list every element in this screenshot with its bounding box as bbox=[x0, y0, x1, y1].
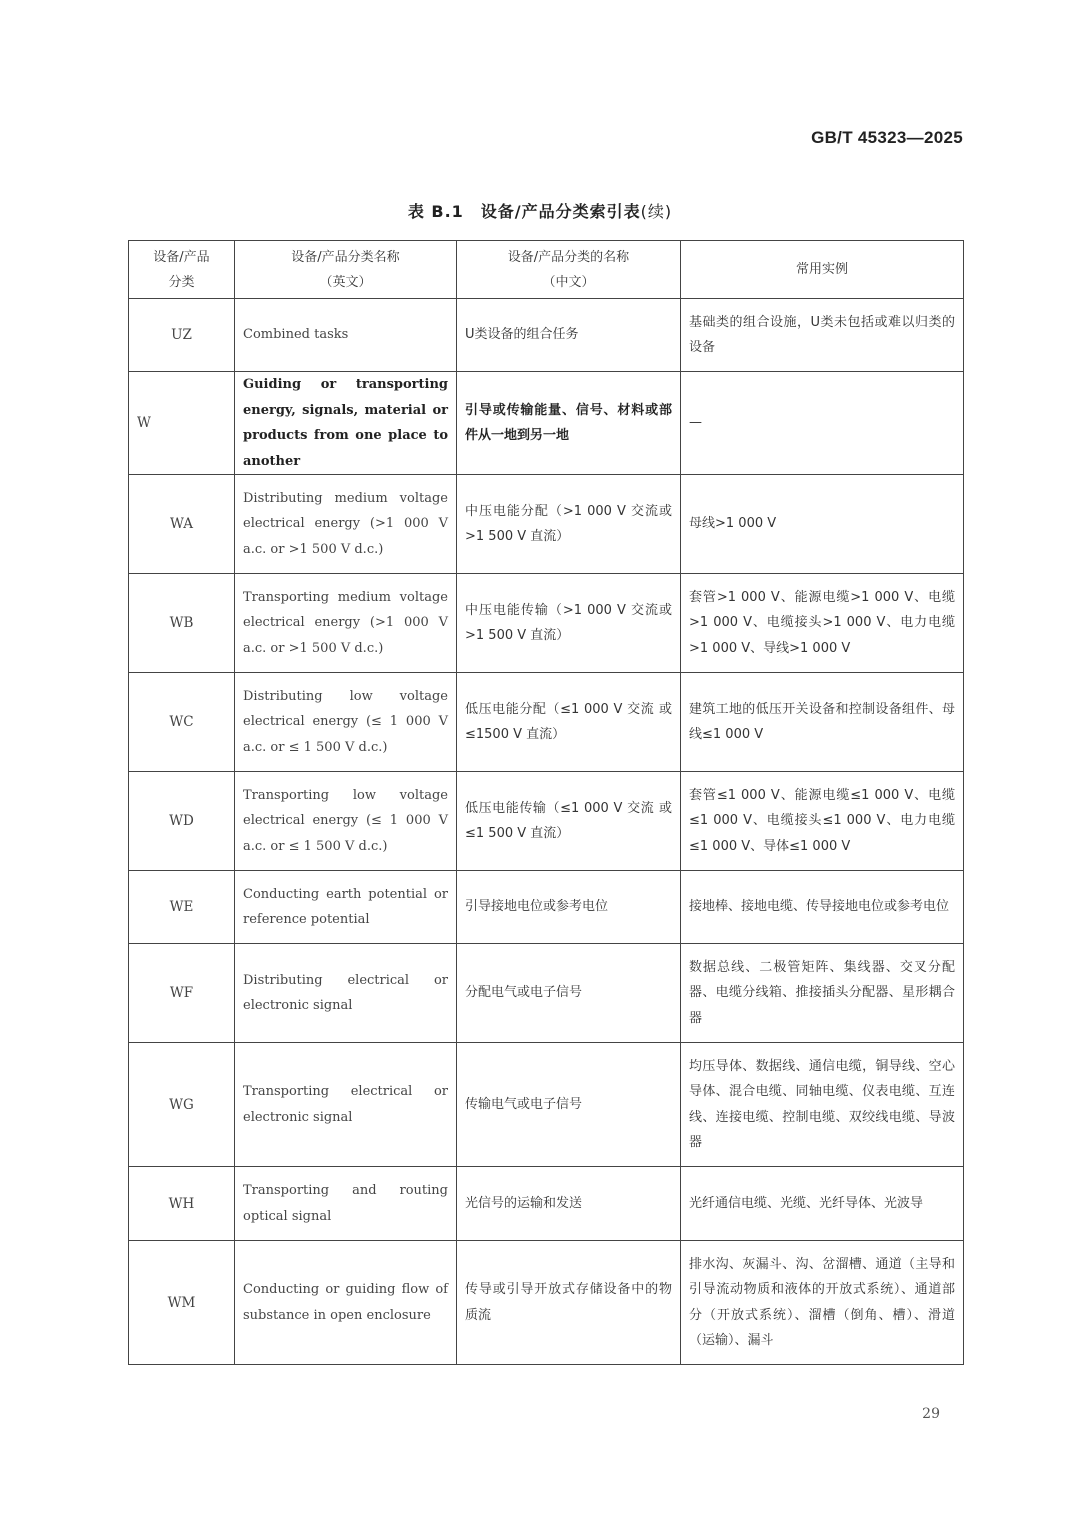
classification-index-table bbox=[128, 240, 964, 1365]
name-en-cell: Distributing low voltage electrical energy (≤ 1 000 V a.c. or ≤ 1 500 V d.c.) bbox=[235, 673, 457, 772]
name-en-cell: Distributing electrical or electronic signal bbox=[235, 944, 457, 1043]
table-row bbox=[129, 574, 964, 673]
examples-cell: — bbox=[681, 372, 964, 475]
name-zh-cell: 引导或传输能量、信号、材料或部件从一地到另一地 bbox=[457, 372, 681, 475]
table-row bbox=[129, 871, 964, 944]
name-en-cell: Transporting medium voltage electrical energy (>1 000 V a.c. or >1 500 V d.c.) bbox=[235, 574, 457, 673]
name-zh-cell: 低压电能分配（≤1 000 V 交流 或≤1500 V 直流） bbox=[457, 673, 681, 772]
table-row bbox=[129, 372, 964, 475]
header-code: 设备/产品 分类 bbox=[129, 241, 235, 299]
examples-cell: 母线>1 000 V bbox=[681, 475, 964, 574]
code-cell: WB bbox=[129, 574, 235, 673]
name-zh-cell: U类设备的组合任务 bbox=[457, 299, 681, 372]
code-cell: WH bbox=[129, 1167, 235, 1241]
table-row bbox=[129, 475, 964, 574]
table-caption bbox=[0, 199, 1080, 222]
code-cell: W bbox=[129, 372, 235, 475]
name-en-cell: Guiding or transporting energy, signals, material or products from one place to another bbox=[235, 372, 457, 475]
examples-cell: 数据总线、二极管矩阵、集线器、交叉分配器、电缆分线箱、推接插头分配器、星形耦合器 bbox=[681, 944, 964, 1043]
name-zh-cell: 低压电能传输（≤1 000 V 交流 或≤1 500 V 直流） bbox=[457, 772, 681, 871]
code-cell: WF bbox=[129, 944, 235, 1043]
code-cell: WC bbox=[129, 673, 235, 772]
examples-cell: 光纤通信电缆、光缆、光纤导体、光波导 bbox=[681, 1167, 964, 1241]
examples-cell: 套管≤1 000 V、能源电缆≤1 000 V、电缆≤1 000 V、电缆接头≤1 000 V、电力电缆≤1 000 V、导体≤1 000 V bbox=[681, 772, 964, 871]
table-caption-continued: (续) bbox=[640, 202, 673, 221]
page-number: 29 bbox=[922, 1406, 940, 1422]
name-en-cell: Transporting electrical or electronic signal bbox=[235, 1043, 457, 1167]
table-row bbox=[129, 299, 964, 372]
examples-cell: 套管>1 000 V、能源电缆>1 000 V、电缆>1 000 V、电缆接头>1 000 V、电力电缆>1 000 V、导线>1 000 V bbox=[681, 574, 964, 673]
name-zh-cell: 中压电能传输（>1 000 V 交流或>1 500 V 直流） bbox=[457, 574, 681, 673]
examples-cell: 基础类的组合设施，U类未包括或难以归类的设备 bbox=[681, 299, 964, 372]
code-cell: WA bbox=[129, 475, 235, 574]
name-en-cell: Transporting low voltage electrical energy (≤ 1 000 V a.c. or ≤ 1 500 V d.c.) bbox=[235, 772, 457, 871]
table-caption-title: 表 B.1 设备/产品分类索引表 bbox=[407, 202, 641, 221]
examples-cell: 均压导体、数据线、通信电缆，铜导线、空心导体、混合电缆、同轴电缆、仪表电缆、互连线、连接电缆、控制电缆、双绞线电缆、导波器 bbox=[681, 1043, 964, 1167]
name-en-cell: Distributing medium voltage electrical energy (>1 000 V a.c. or >1 500 V d.c.) bbox=[235, 475, 457, 574]
name-zh-cell: 传输电气或电子信号 bbox=[457, 1043, 681, 1167]
examples-cell: 接地棒、接地电缆、传导接地电位或参考电位 bbox=[681, 871, 964, 944]
name-zh-cell: 光信号的运输和发送 bbox=[457, 1167, 681, 1241]
name-en-cell: Transporting and routing optical signal bbox=[235, 1167, 457, 1241]
table-row bbox=[129, 1167, 964, 1241]
table-header-row bbox=[129, 241, 964, 299]
name-zh-cell: 中压电能分配（>1 000 V 交流或>1 500 V 直流） bbox=[457, 475, 681, 574]
table-row bbox=[129, 944, 964, 1043]
header-name-zh: 设备/产品分类的名称 （中文） bbox=[457, 241, 681, 299]
header-name-en: 设备/产品分类名称 （英文） bbox=[235, 241, 457, 299]
code-cell: WD bbox=[129, 772, 235, 871]
code-cell: WG bbox=[129, 1043, 235, 1167]
name-zh-cell: 分配电气或电子信号 bbox=[457, 944, 681, 1043]
table-row bbox=[129, 1241, 964, 1365]
name-en-cell: Combined tasks bbox=[235, 299, 457, 372]
table-row bbox=[129, 673, 964, 772]
table-row bbox=[129, 772, 964, 871]
name-zh-cell: 引导接地电位或参考电位 bbox=[457, 871, 681, 944]
header-examples: 常用实例 bbox=[681, 241, 964, 299]
code-cell: UZ bbox=[129, 299, 235, 372]
name-zh-cell: 传导或引导开放式存储设备中的物质流 bbox=[457, 1241, 681, 1365]
name-en-cell: Conducting or guiding flow of substance in open enclosure bbox=[235, 1241, 457, 1365]
standard-number: GB/T 45323—2025 bbox=[811, 128, 963, 147]
name-en-cell: Conducting earth potential or reference potential bbox=[235, 871, 457, 944]
examples-cell: 建筑工地的低压开关设备和控制设备组件、母线≤1 000 V bbox=[681, 673, 964, 772]
code-cell: WE bbox=[129, 871, 235, 944]
table-row bbox=[129, 1043, 964, 1167]
code-cell: WM bbox=[129, 1241, 235, 1365]
examples-cell: 排水沟、灰漏斗、沟、岔溜槽、通道（主导和引导流动物质和液体的开放式系统）、通道部分（开放式系统）、溜槽（倒角、槽）、滑道（运输）、漏斗 bbox=[681, 1241, 964, 1365]
